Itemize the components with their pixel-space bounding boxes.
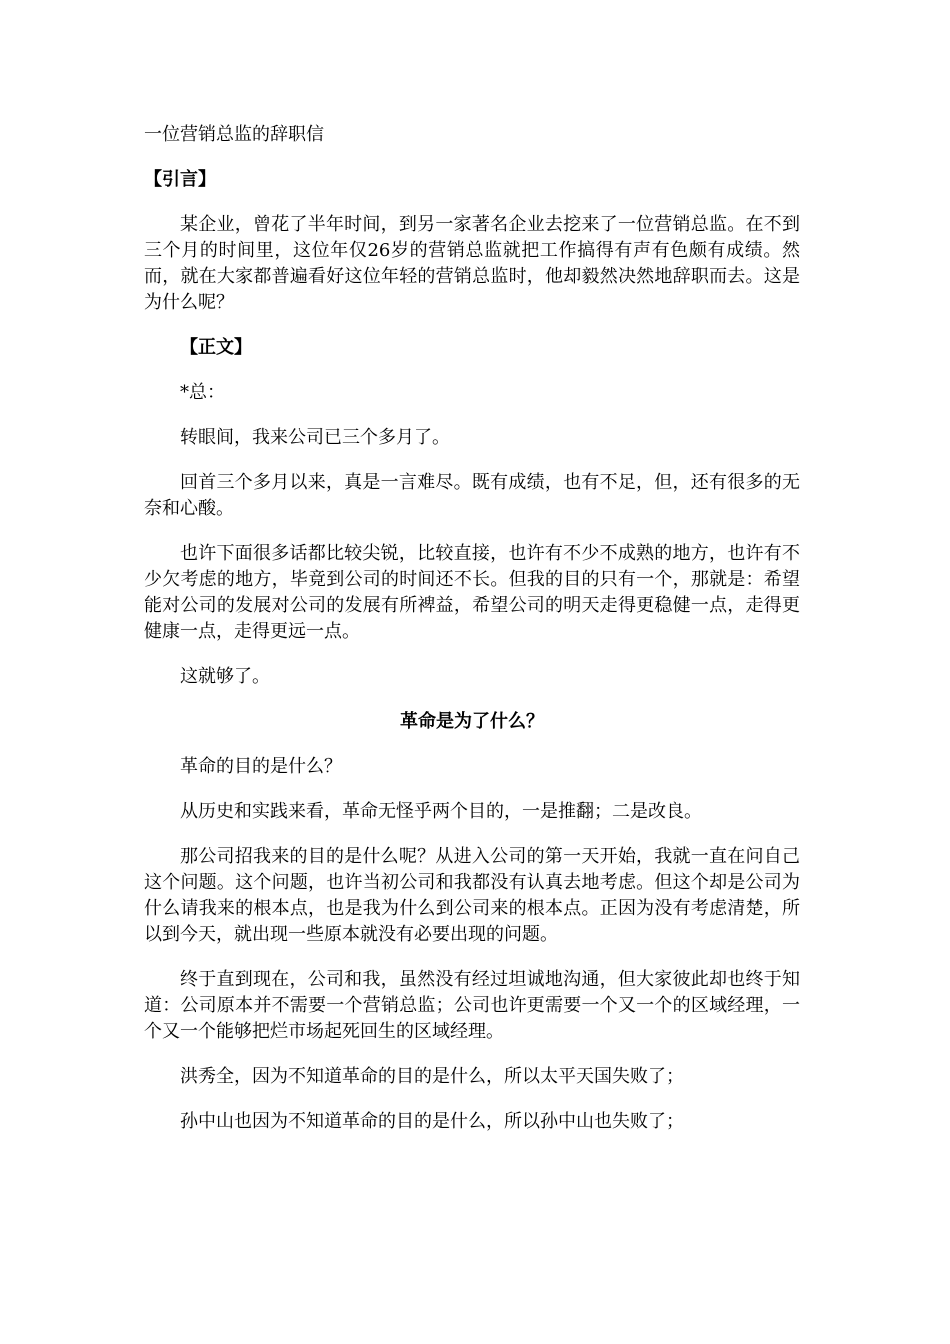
body-heading: 【正文】 [180, 337, 252, 358]
intro-heading: 【引言】 [144, 169, 216, 190]
body-paragraph: 回首三个多月以来，真是一言难尽。既有成绩，也有不足，但，还有很多的无奈和心酸。 [144, 472, 800, 519]
body-paragraph: 也许下面很多话都比较尖锐，比较直接，也许有不少不成熟的地方，也许有不少欠考虑的地方，毕竟到公司的时间还不长。但我的目的只有一个，那就是：希望能对公司的发展对公司的发展有所裨益，希望公司的明天走得更稳健一点，走得更健康一点，走得更远一点。 [144, 543, 800, 642]
section-paragraph: 终于直到现在，公司和我，虽然没有经过坦诚地沟通，但大家彼此却也终于知道：公司原本并不需要一个营销总监；公司也许更需要一个又一个的区域经理，一个又一个能够把烂市场起死回生的区域经理。 [144, 969, 800, 1042]
section-paragraph: 洪秀全，因为不知道革命的目的是什么，所以太平天国失败了； [180, 1066, 684, 1087]
document-title: 一位营销总监的辞职信 [144, 124, 324, 145]
body-paragraph: 转眼间，我来公司已三个多月了。 [180, 427, 450, 448]
section-paragraph: 革命的目的是什么？ [180, 756, 342, 777]
section-heading: 革命是为了什么？ [400, 711, 544, 732]
intro-paragraph: 某企业，曾花了半年时间，到另一家著名企业去挖来了一位营销总监。在不到三个月的时间里，这位年仅26岁的营销总监就把工作搞得有声有色颇有成绩。然而，就在大家都普遍看好这位年轻的营销总监时，他却毅然决然地辞职而去。这是为什么呢？ [144, 214, 800, 313]
body-paragraph: 这就够了。 [180, 666, 270, 687]
section-paragraph: 那公司招我来的目的是什么呢？从进入公司的第一天开始，我就一直在问自己这个问题。这个问题，也许当初公司和我都没有认真去地考虑。但这个却是公司为什么请我来的根本点，也是我为什么到公司来的根本点。正因为没有考虑清楚，所以到今天，就出现一些原本就没有必要出现的问题。 [144, 846, 800, 945]
section-paragraph: 从历史和实践来看，革命无怪乎两个目的，一是推翻；二是改良。 [180, 801, 702, 822]
section-paragraph: 孙中山也因为不知道革命的目的是什么，所以孙中山也失败了； [180, 1111, 684, 1132]
document-content [144, 122, 800, 1154]
salutation: *总： [180, 382, 225, 403]
